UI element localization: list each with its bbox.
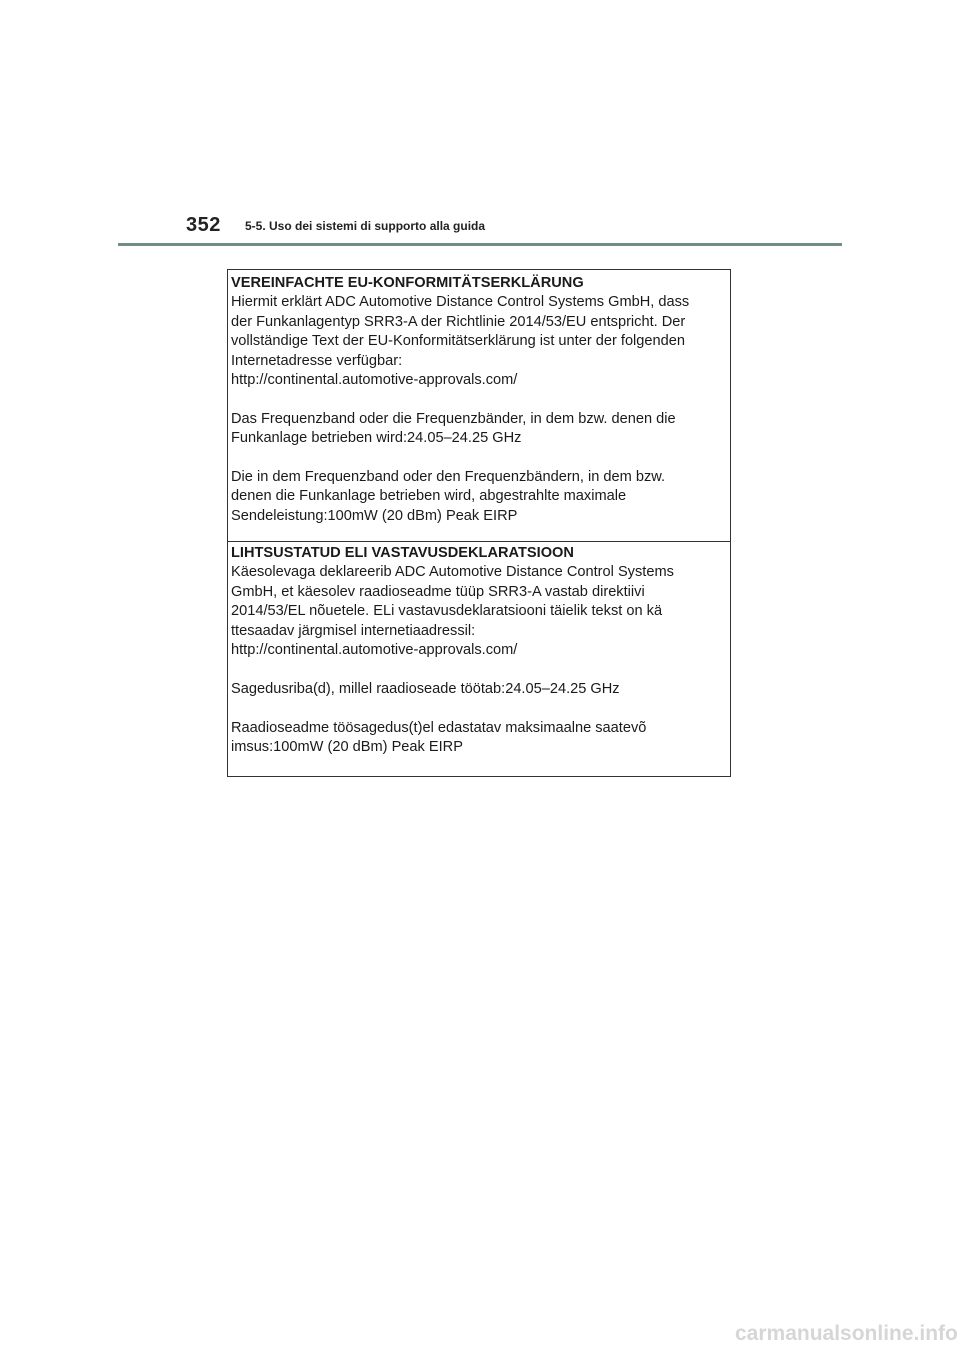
declaration-de-p1-line3: vollständige Text der EU-Konformitätserklärung ist unter der folgenden [231,333,686,350]
page-number: 352 [186,214,221,236]
declaration-de-p2-line1: Das Frequenzband oder die Frequenzbänder, in dem bzw. denen die [231,410,676,427]
declaration-et-p1-line2: GmbH, et käesolev raadioseadme tüüp SRR3-A vastab direktiivi [231,583,645,600]
declaration-de-p1-line4: Internetadresse verfügbar: [231,352,403,369]
declaration-de-p3-line2: denen die Funkanlage betrieben wird, abgestrahlte maximale [231,488,627,505]
declaration-de-p2-line2: Funkanlage betrieben wird:24.05–24.25 GHz [231,430,522,447]
declaration-de-p1-line1: Hiermit erklärt ADC Automotive Distance Control Systems GmbH, dass [231,294,690,311]
declaration-et-p2-line1: Sagedusriba(d), millel raadioseade töötab:24.05–24.25 GHz [231,680,620,697]
declaration-et-p3-line2: imsus:100mW (20 dBm) Peak EIRP [231,739,463,756]
declaration-et-p1-line4: ttesaadav järgmisel internetiaadressil: [231,622,476,639]
watermark: carmanualsonline.info [735,1322,958,1345]
declaration-et-p1-line3: 2014/53/EL nõuetele. ELi vastavusdeklaratsiooni täielik tekst on kä [231,603,663,620]
declaration-de-p3-line3: Sendeleistung:100mW (20 dBm) Peak EIRP [231,507,518,524]
declaration-box [227,269,731,777]
declaration-et [228,544,730,757]
header-rule [118,243,842,246]
declaration-et-heading: LIHTSUSTATUD ELI VASTAVUSDEKLARATSIOON [231,545,574,561]
declaration-de-p1-line2: der Funkanlagentyp SRR3-A der Richtlinie 2014/53/EU entspricht. Der [231,313,686,330]
section-title: 5-5. Uso dei sistemi di supporto alla guida [245,219,486,233]
declaration-et-url: http://continental.automotive-approvals.com/ [231,642,518,659]
declaration-et-p3-line1: Raadioseadme töösagedus(t)el edastatav maksimaalne saatevõ [231,719,647,736]
declaration-de-p3-line1: Die in dem Frequenzband oder den Frequenzbändern, in dem bzw. [231,469,666,486]
box-divider [228,541,730,542]
declaration-de-url: http://continental.automotive-approvals.com/ [231,372,518,389]
declaration-et-p1-line1: Käesolevaga deklareerib ADC Automotive Distance Control Systems [231,564,674,581]
declaration-de [228,274,730,526]
declaration-de-heading: VEREINFACHTE EU-KONFORMITÄTSERKLÄRUNG [231,275,584,291]
